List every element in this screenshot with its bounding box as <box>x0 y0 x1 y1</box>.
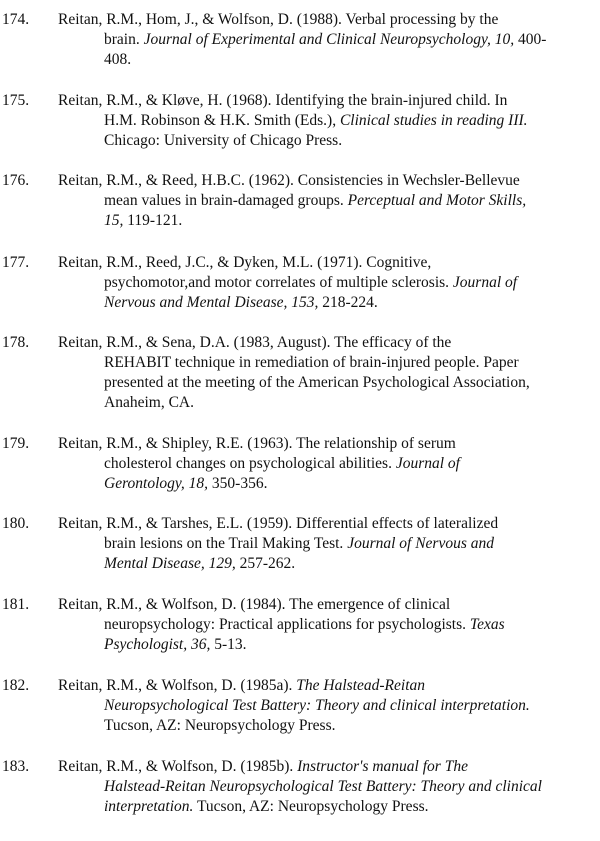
reference-line <box>104 716 336 736</box>
text-segment: Tucson, AZ: Neuropsychology Press. <box>193 798 429 815</box>
reference-line <box>58 434 456 454</box>
reference-line <box>104 534 494 554</box>
reference-number: 175. <box>2 92 30 109</box>
text-segment: cholesterol changes on psychological abilities. <box>104 455 396 472</box>
italic-text: 15, <box>104 212 124 229</box>
reference-line <box>104 393 194 413</box>
reference-line <box>104 353 519 373</box>
reference-number: 180. <box>2 515 30 532</box>
reference-line <box>104 373 530 393</box>
reference-line <box>104 454 460 474</box>
text-segment: 257-262. <box>235 555 296 572</box>
text-segment: Anaheim, CA. <box>104 394 194 411</box>
reference-line <box>104 30 546 50</box>
italic-text: Halstead-Reitan Neuropsychological Test Battery: Theory and clinical <box>104 778 542 795</box>
text-segment: H.M. Robinson & H.K. Smith (Eds.), <box>104 112 340 129</box>
italic-text: Instructor's manual for The <box>297 758 468 775</box>
reference-line <box>104 554 295 574</box>
reference-number: 176. <box>2 172 30 189</box>
text-segment: Reitan, R.M., Hom, J., & Wolfson, D. (1988). Verbal processing by the <box>58 11 499 28</box>
reference-line <box>104 191 526 211</box>
text-segment: Chicago: University of Chicago Press. <box>104 132 343 149</box>
reference-number: 179. <box>2 435 30 452</box>
reference-number: 177. <box>2 254 30 271</box>
italic-text: Journal of Experimental and Clinical Neuropsychology, 10, <box>143 31 515 48</box>
reference-line <box>104 50 131 70</box>
text-segment: mean values in brain-damaged groups. <box>104 192 348 209</box>
reference-line <box>58 253 431 273</box>
italic-text: Psychologist, 36, <box>104 636 211 653</box>
italic-text: Mental Disease, 129, <box>104 555 236 572</box>
reference-line <box>104 273 517 293</box>
reference-line <box>58 333 451 353</box>
text-segment: Reitan, R.M., Reed, J.C., & Dyken, M.L. (1971). Cognitive, <box>58 254 432 271</box>
text-segment: 218-224. <box>318 294 378 311</box>
reference-line <box>104 131 342 151</box>
reference-line <box>104 635 247 655</box>
reference-line <box>104 615 505 635</box>
text-segment: Reitan, R.M., & Tarshes, E.L. (1959). Differential effects of lateralized <box>58 515 499 532</box>
reference-line <box>104 474 267 494</box>
italic-text: Journal of <box>452 274 518 291</box>
reference-number: 178. <box>2 334 30 351</box>
text-segment: 119-121. <box>123 212 183 229</box>
text-segment: Reitan, R.M., & Wolfson, D. (1985b). <box>58 758 298 775</box>
text-segment: presented at the meeting of the American Psychological Association, <box>104 374 530 391</box>
text-segment: Reitan, R.M., & Shipley, R.E. (1963). The relationship of serum <box>58 435 456 452</box>
italic-text: Journal of Nervous and <box>347 535 494 552</box>
reference-number: 181. <box>2 596 30 613</box>
reference-number: 174. <box>2 11 30 28</box>
text-segment: Reitan, R.M., & Sena, D.A. (1983, August). The efficacy of the <box>58 334 452 351</box>
italic-text: Neuropsychological Test Battery: Theory and clinical interpretation. <box>104 697 530 714</box>
text-segment: Reitan, R.M., & Kløve, H. (1968). Identifying the brain-injured child. In <box>58 92 508 109</box>
italic-text: Texas <box>469 616 505 633</box>
italic-text: Journal of <box>395 455 460 472</box>
reference-line <box>58 10 498 30</box>
reference-line <box>104 293 378 313</box>
reference-number: 183. <box>2 758 30 775</box>
reference-line <box>104 797 429 817</box>
reference-number: 182. <box>2 677 30 694</box>
text-segment: Tucson, AZ: Neuropsychology Press. <box>104 717 336 734</box>
reference-line <box>104 211 182 231</box>
reference-line <box>104 777 542 797</box>
reference-line <box>58 171 520 191</box>
text-segment: Reitan, R.M., & Wolfson, D. (1984). The emergence of clinical <box>58 596 451 613</box>
italic-text: interpretation. <box>104 798 194 815</box>
italic-text: Gerontology, 18, <box>104 475 209 492</box>
italic-text: Clinical studies in reading III. <box>339 112 528 129</box>
italic-text: Perceptual and Motor Skills, <box>347 192 527 209</box>
italic-text: Nervous and Mental Disease, 153, <box>104 294 319 311</box>
reference-line <box>104 111 528 131</box>
reference-line <box>58 676 425 696</box>
text-segment: Reitan, R.M., & Wolfson, D. (1985a). <box>58 677 297 694</box>
reference-line <box>58 595 450 615</box>
text-segment: Reitan, R.M., & Reed, H.B.C. (1962). Consistencies in Wechsler-Bellevue <box>58 172 520 189</box>
text-segment: 350-356. <box>208 475 268 492</box>
italic-text: The Halstead-Reitan <box>296 677 425 694</box>
reference-line <box>58 514 498 534</box>
text-segment: 400- <box>514 31 547 48</box>
text-segment: neuropsychology: Practical applications for psychologists. <box>104 616 470 633</box>
text-segment: psychomotor,and motor correlates of multiple sclerosis. <box>104 274 453 291</box>
text-segment: brain lesions on the Trail Making Test. <box>104 535 348 552</box>
reference-line <box>104 696 530 716</box>
text-segment: 408. <box>104 51 132 68</box>
text-segment: 5-13. <box>210 636 247 653</box>
text-segment: brain. <box>104 31 144 48</box>
text-segment: REHABIT technique in remediation of brain-injured people. Paper <box>104 354 519 371</box>
reference-line <box>58 91 507 111</box>
reference-line <box>58 757 468 777</box>
